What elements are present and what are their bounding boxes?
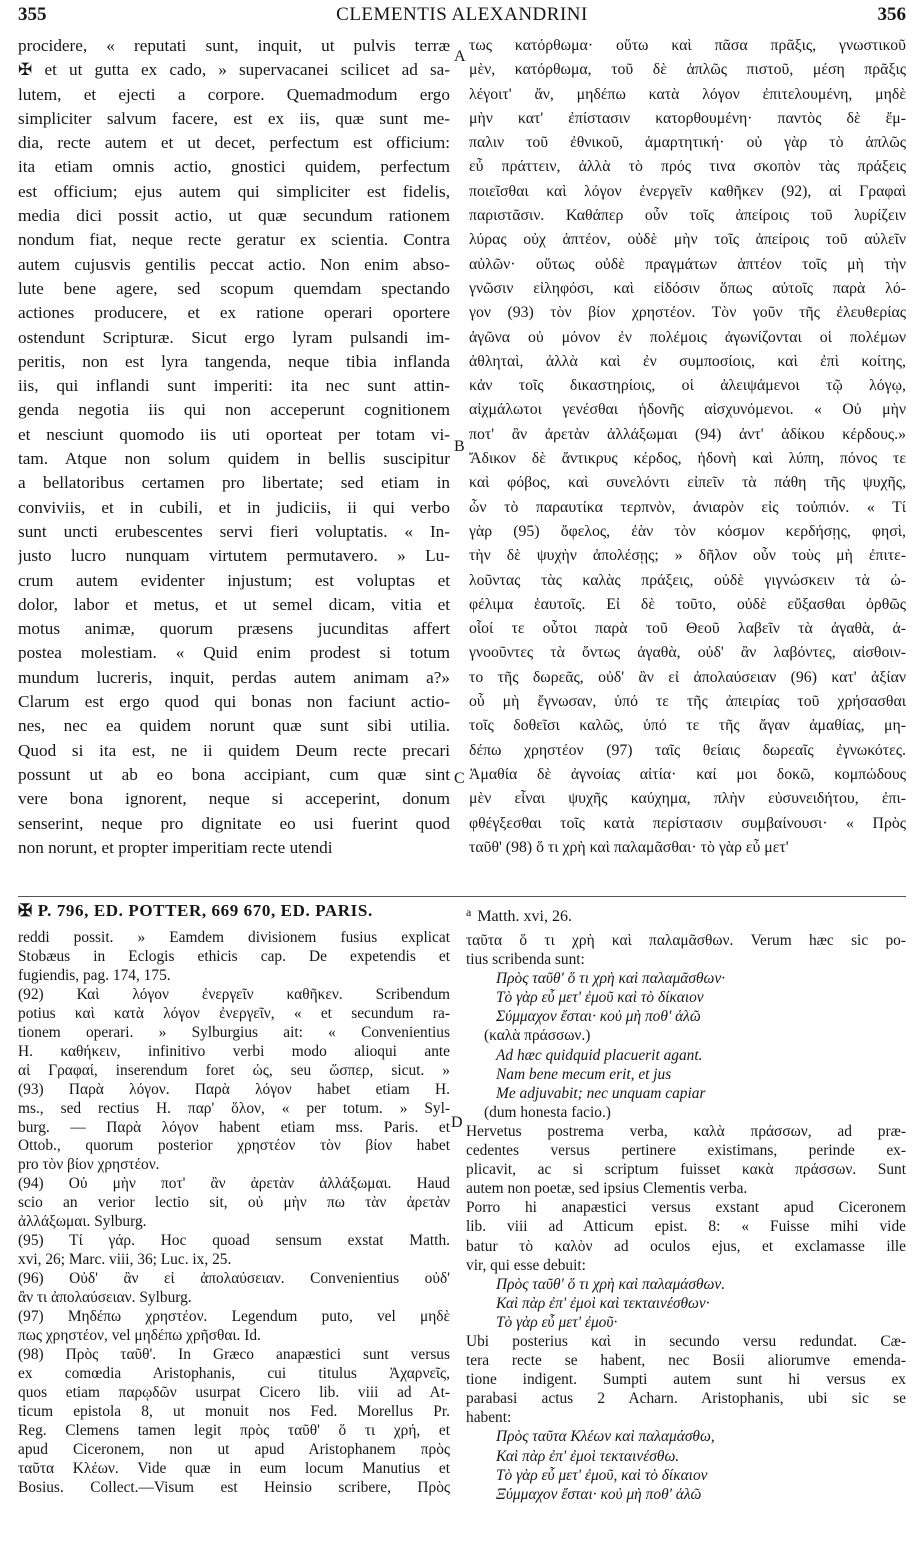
running-header (18, 4, 906, 34)
notes-left-column (18, 929, 450, 1498)
latin-text-line: lutem, et ejecti a corpore. Quemadmodum ergo (18, 84, 450, 104)
latin-text-line: ita etiam omnis actio, gnostici quidem, perfectum (18, 157, 450, 177)
latin-text-line: genda negotia iis qui non acceperunt cognitionem (18, 400, 450, 420)
note-line: ex comœdia Aristophanis, cui titulus Ἀχαρνεῖς, (18, 1364, 450, 1382)
note-line: Porro hi anapæstici versus exstant apud Ciceronem (466, 1199, 906, 1217)
scripture-footnote (466, 900, 906, 929)
note-line: Πρὸς ταῦτα Κλέων καὶ παλαμάσθω, (496, 1428, 715, 1446)
note-line: Reg. Clemens tamen legit πρὸς ταῦθ' ὅ τι χρή, et (18, 1421, 450, 1439)
note-line: αἱ Γραφαί, inserendum foret ὡς, seu ὥσπερ, sicut. » (18, 1061, 450, 1079)
greek-text-line: οὗ μὴ ἔγνωσαν, ὑπό τε τῆς ἀπειρίας τοῦ χρήσασθαι (469, 693, 906, 711)
latin-text-line: nes, nec ea quidem norunt quæ sunt sibi utilia. (18, 716, 450, 736)
latin-text-line: media dici possit actio, ut quæ secundum rationem (18, 206, 450, 226)
greek-text-line: τως κατόρθωμα· οὕτω καὶ πᾶσα πρᾶξις, γνωστικοῦ (469, 37, 906, 54)
latin-text-line: a bellatoribus certamen pro libertate; sed etiam in (18, 473, 450, 493)
note-line: lib. viii ad Atticum epist. 8: « Fuisse mihi vide (466, 1218, 906, 1236)
note-line: Τὸ γὰρ εὖ μετ' ἐμοῦ· (496, 1313, 618, 1331)
note-line: Ad hæc quidquid placuerit agant. (496, 1046, 703, 1064)
note-line: tera recte se habent, nec Bosii aliorumve emenda- (466, 1352, 906, 1370)
margin-markers (449, 34, 471, 814)
latin-text-line: non norunt, et propter imperitiam recte utendi (18, 837, 333, 857)
note-line: (96) Οὐδ' ἂν εἰ ἀπολαύσειαν. Convenientius οὐδ' (18, 1270, 450, 1288)
note-line: ταῦτα Κλέων. Vide quæ in eum locum Manutius et (18, 1459, 450, 1477)
note-line: πως χρηστέον, vel μηδέπω χρῆσθαι. Id. (18, 1327, 261, 1345)
greek-text-line: παριστᾶσιν. Καθάπερ οὖν τοῖς ἀπείροις τοῦ λυρίζειν (469, 207, 906, 225)
note-line: reddi possit. » Eamdem divisionem fusius explicat (18, 929, 450, 946)
note-line: (dum honesta facio.) (484, 1103, 611, 1121)
note-line: vir, qui esse debuit: (466, 1256, 586, 1274)
latin-text-line: Clarum est ergo quod qui bonas non faciunt actio- (18, 692, 450, 712)
greek-text-line: ταῦθ' (98) ὅ τι χρὴ καὶ παλαμᾶσθαι· τὸ γὰρ εὖ μετ' (469, 838, 789, 856)
footnote-mark: a (466, 905, 472, 919)
latin-text-line: autem cujusvis gentilis peccat actio. Non enim abso- (18, 254, 450, 274)
note-line: ἀλλάξωμαι. Sylburg. (18, 1213, 147, 1231)
margin-marker-d: D (451, 1114, 463, 1131)
greek-text-line: αἰχμάλωτοι γενέσθαι ἡδονῆς αἰσχυνόμενοι. « Οὐ μὴν (469, 401, 906, 419)
note-line: Me adjuvabit; nec unquam capiar (496, 1084, 706, 1102)
note-line: tionem operari. » Sylburgius ait: « Convenientius (18, 1023, 450, 1041)
latin-text-line: vere bona ignorent, neque si acceperint, donum (18, 789, 450, 809)
greek-text-line: μὴν κατ' ἐπίστασιν κατορθουμένη· παντὸς δὲ ἔμ- (469, 109, 906, 127)
greek-text-line: τὴν δὲ ψυχὴν ἀπολέσῃς; » δῆλον οὖν τοὺς μὴ ἐπιτε- (469, 547, 906, 565)
greek-text-line: λύρας οὐχ ἁπτέον, οὐδὲ μὴν τοῖς ἀπείροις τοῦ αὐλεῖν (469, 231, 906, 249)
greek-text-line: ἀθληταὶ, ἀλλὰ καὶ ἐν συμποσίοις, καὶ ἐπὶ κοίτης, (469, 352, 906, 370)
note-line: Bosius. Collect.—Visum est Heinsio scribere, Πρὸς (18, 1478, 450, 1496)
latin-text-column (18, 34, 450, 860)
note-line: apud Ciceronem, non ut apud Aristophanem πρὸς (18, 1440, 450, 1458)
latin-text-line: et nesciunt quomodo iis uti oporteat per totam vi- (18, 424, 450, 444)
latin-text-line: ✠ et ut gutta ex cado, » supervacanei scilicet ad sa- (18, 60, 450, 80)
latin-text-line: simpliciter salvum facere, est ex iis, quæ sunt me- (18, 108, 450, 128)
greek-text-line: ποιεῖσθαι καὶ λόγον ἐνεργεῖν καθῆκεν (92), αἱ Γραφαὶ (469, 182, 906, 200)
latin-text-line: conviviis, et in cubili, et in judiciis, ii qui verbo (18, 497, 450, 517)
greek-text-line: μὲν, κατόρθωμα, τοῦ δὲ ἁπλῶς πιστοῦ, μέση πρᾶξις (469, 61, 906, 79)
latin-text-line: procidere, « reputati sunt, inquit, ut pulvis terræ (18, 36, 450, 55)
greek-text-line: γὰρ (95) ὄφελος, ἐὰν τὸν κόσμον κερδήσῃς, φησὶ, (469, 522, 906, 540)
greek-text-line: λέγοιτ' ἄν, μηδέπω κατὰ λόγον ἐπιτελουμένη, μηδὲ (469, 85, 906, 103)
greek-text-column (469, 34, 906, 860)
latin-text-line: motus animæ, quorum præsens jucunditas affert (18, 619, 450, 639)
greek-text-line: ὧν τὸ παραυτίκα τερπνὸν, ἀνιαρὸν εἰς τοὐπιόν. « Τί (469, 498, 906, 516)
latin-text-line: senserint, neque pro dignitate eo usi fuerint quod (18, 813, 450, 833)
latin-text-line: dolor, labor et metus, et ut semel dicam, vitia et (18, 594, 450, 614)
note-line: ticum epistola 8, ut monuit nos Fed. Morellus Pr. (18, 1402, 450, 1420)
note-line: (καλὰ πράσσων.) (484, 1027, 591, 1045)
latin-text-line: possunt ut ab eo bona accipiant, cum quæ sint (18, 764, 450, 784)
note-line: Τὸ γὰρ εὖ μετ' ἐμοῦ καὶ τὸ δίκαιον (496, 989, 704, 1007)
note-line: xvi, 26; Marc. viii, 36; Luc. ix, 25. (18, 1251, 232, 1269)
greek-text-line: παλιν τοῦ ἐθνικοῦ, ἁμαρτητική· οὐ γὰρ τὸ ἁπλῶς (469, 134, 906, 152)
notes-right-column (466, 931, 906, 1504)
greek-text-line: εὖ πράττειν, ἀλλὰ τὸ πρός τινα σκοπὸν τὰς πράξεις (469, 158, 906, 176)
note-line: Πρὸς ταῦθ' ὅ τι χρὴ καὶ παλαμάσθων. (496, 1275, 726, 1293)
greek-text-line: Ἄδικον δὲ ἄντικρυς κέρδος, ἡδονὴ καὶ λύπη, πόνος τε (469, 450, 906, 468)
note-line: batur τὸ καλὸν ad oculos ejus, et exclamasse ille (466, 1237, 906, 1255)
note-line: Τὸ γὰρ εὖ μετ' ἐμοῦ, καὶ τὸ δίκαιον (496, 1466, 708, 1484)
greek-text-line: γνοοῦντες τὰ ὄντως ἀγαθὰ, οὐδ' ἂν λαβόντες, αἰσθοιν- (469, 644, 906, 662)
latin-text-line: lute bene agere, sed scopum quemdam spectando (18, 278, 450, 298)
greek-text-line: αὐλῶν· οὕτως οὐδὲ πραγμάτων ἁπτέον τοῖς μὴ τὴν (469, 255, 906, 273)
note-line: Σύμμαχον ἔσται· κοὐ μὴ ποθ' ἁλῶ (496, 1008, 701, 1026)
latin-text-line: mundum lucreris, inquit, perdas autem animam a?» (18, 667, 450, 687)
greek-text-line: κἀν τοῖς δικαστηρίοις, οἱ ἀλειψάμενοι τῷ λόγῳ, (469, 377, 906, 395)
note-line: ms., sed rectius H. παρ' ὅλον, « per totum. » Syl- (18, 1099, 450, 1117)
note-line: (97) Μηδέπω χρηστέον. Legendum puto, vel μηδὲ (18, 1308, 450, 1326)
note-line: (95) Τί γάρ. Hoc quoad sensum exstat Matth. (18, 1232, 450, 1250)
divider-rule (18, 896, 906, 897)
latin-text-line: postea molestiam. « Quid enim prodest si totum (18, 643, 450, 663)
greek-text-line: μὲν εἶναι ψυχῆς καύχημα, πλὴν εὐσυνειδήτου, ἐπι- (469, 790, 906, 808)
latin-text-line: justo lucro nunquam virtutem permutavero. » Lu- (18, 546, 450, 566)
note-line: H. καθήκειν, infinitivo verbi modo alioqui ante (18, 1042, 450, 1060)
greek-text-line: δέπω χρηστέον (97) ταῖς θείαις δωρεαῖς ἐγνωκότες. (469, 741, 906, 759)
note-line: burg. — Παρὰ λόγον habent etiam mss. Paris. et (18, 1118, 450, 1136)
note-line: autem non poetæ, sed ipsius Clementis verba. (466, 1180, 748, 1198)
note-line: potius καὶ κατὰ λόγον ἐνεργεῖν, « et secundum ra- (18, 1004, 450, 1022)
note-line: Καὶ πὰρ ἐπ' ἐμοὶ τεκταινέσθω. (496, 1447, 680, 1465)
latin-text-line: nondum fiat, neque recte geratur ex scientia. Contra (18, 230, 450, 250)
note-line: Hervetus postrema verba, καλὰ πράσσων, ad præ- (466, 1122, 906, 1140)
margin-marker-a: A (454, 48, 466, 65)
note-line: ἂν τι ἀπολαύσειαν. Sylburg. (18, 1289, 192, 1307)
note-line: Καὶ πὰρ ἐπ' ἐμοὶ καὶ τεκταινέσθων· (496, 1294, 710, 1312)
note-line: scio an verior lectio sit, οὐ μὴν πω τὰν ἀρετὰν (18, 1194, 450, 1212)
note-line: quos etiam παρῳδῶν usurpat Cicero lib. viii ad At- (18, 1383, 450, 1401)
note-line: (98) Πρὸς ταῦθ'. In Græco anapæstici sunt versus (18, 1345, 450, 1363)
latin-text-line: dia, recte autem et ut decet, perfectum est officium: (18, 133, 450, 153)
note-line: Stobæus in Eclogis ethicis cap. De expetendis et (18, 947, 450, 965)
latin-text-line: crum autem evidenter injustum; est voluptas et (18, 570, 450, 590)
margin-marker-b: B (454, 438, 465, 455)
margin-marker-c: C (454, 770, 465, 787)
note-line: (94) Οὐ μὴν ποτ' ἂν ἀρετὰν ἀλλάξωμαι. Haud (18, 1175, 450, 1193)
note-line: tione indigent. Sumpti autem sunt hi versus ex (466, 1371, 906, 1389)
note-line: fugiendis, pag. 174, 175. (18, 966, 171, 984)
greek-text-line: καὶ φόβος, καὶ συνελόντι εἰπεῖν τὰ πάθη τῆς ψυχῆς, (469, 474, 906, 492)
page-number-left: 355 (18, 4, 47, 25)
greek-text-line: οἷοί τε οὗτοι παρὰ τοῦ Θεοῦ λαβεῖν τὰ ἀγαθὰ, ἀ- (469, 620, 906, 638)
greek-text-line: φθέγξεσθαι τοῖς κατὰ περίστασιν συμβαίνουσι· « Πρὸς (469, 814, 906, 832)
greek-text-line: Ἀμαθία δὲ ἀγνοίας αἰτία· καί μοι δοκῶ, κομπώδους (469, 765, 906, 783)
latin-text-line: ostendunt Scripturæ. Sicut ergo lyram pulsandi im- (18, 327, 450, 347)
running-title: CLEMENTIS ALEXANDRINI (336, 4, 588, 25)
note-line: ταῦτα ὅ τι χρὴ καὶ παλαμᾶσθων. Verum hæc sic po- (466, 932, 906, 949)
note-line: (92) Καὶ λόγον ἐνεργεῖν καθῆκεν. Scribendum (18, 985, 450, 1003)
greek-text-line: γνῶσιν εἰληφόσι, καὶ εἰδόσιν ὅπως αὐτοῖς παρὰ λό- (469, 279, 906, 297)
greek-text-line: το τῆς δωρεᾶς, οὐδ' ἂν εἰ ἀπολαύσειαν (96) κατ' ἀξίαν (469, 668, 906, 686)
latin-text-line: tam. Atque non solum quidem in bellis suscipitur (18, 449, 450, 469)
latin-text-line: actiones producere, et ex ratione operari oportere (18, 303, 450, 323)
edition-reference: ✠ P. 796, ED. POTTER, 669 670, ED. PARIS. (18, 901, 373, 920)
note-line: Ubi posterius καὶ in secundo versu redundat. Cæ- (466, 1332, 906, 1350)
note-line: Ottob., quorum posterior χρηστέον τὸν βίον habet (18, 1137, 450, 1155)
note-line: Πρὸς ταῦθ' ὅ τι χρὴ καὶ παλαμᾶσθων· (496, 970, 726, 988)
latin-text-line: est officium; ejus autem qui simpliciter est fidelis, (18, 181, 450, 201)
greek-text-line: λοῦντας τὰς καλὰς πράξεις, οὐδὲ γιγνώσκειν τὰ ὠ- (469, 571, 906, 589)
greek-text-line: γον (93) τὸν βίον χρηστέον. Τὸν γοῦν τῆς ἐλευθερίας (469, 304, 906, 322)
greek-text-line: ποτ' ἂν ἀρετὰν ἀλλάξωμαι (94) ἀντ' ἀδίκου κέρδους.» (469, 425, 906, 443)
latin-text-line: sunt uncti erubescentes servi fieri voluptatis. « In- (18, 521, 450, 541)
greek-text-line: τοῖς δοθεῖσι καλῶς, ὑπό τε τῆς ἄγαν ἀμαθίας, μη- (469, 717, 906, 735)
latin-text-line: Quod si ita est, ne ii quidem Deum recte precari (18, 740, 450, 760)
note-line: tius scribenda sunt: (466, 951, 585, 969)
greek-text-line: φέλιμα ἑαυτοῖς. Εἰ δὲ τοῦτο, οὐδὲ εὔξασθαι ὀρθῶς (469, 595, 906, 613)
footnote-text: Matth. xvi, 26. (477, 908, 572, 925)
note-line: plicavit, ac si scriptum fuisset κακὰ πράσσων. Sunt (466, 1161, 906, 1179)
note-line: Nam bene mecum erit, et jus (496, 1065, 672, 1083)
note-line: Ξύμμαχον ἔσται· κοὐ μὴ ποθ' ἁλῶ (496, 1485, 702, 1503)
latin-text-line: peritis, non est lyra tangenda, neque tibia inflanda (18, 351, 450, 371)
note-line: (93) Παρὰ λόγον. Παρὰ λόγον habet etiam H. (18, 1080, 450, 1098)
note-line: habent: (466, 1409, 512, 1427)
note-line: pro τὸν βίον χρηστέον. (18, 1156, 160, 1174)
note-line: parabasi actus 2 Acharn. Aristophanis, ubi sic se (466, 1390, 906, 1408)
greek-text-line: ἀγῶνα οὐ μόνον ἐν πολέμοις ἀγωνίζονται οἱ πολέμων (469, 328, 906, 346)
latin-text-line: iis, qui inflandi sunt imperiti: ita nec sunt attin- (18, 376, 450, 396)
note-line: cedentes versus pertinere existimans, perinde ex- (466, 1142, 906, 1160)
page-number-right: 356 (877, 4, 906, 25)
